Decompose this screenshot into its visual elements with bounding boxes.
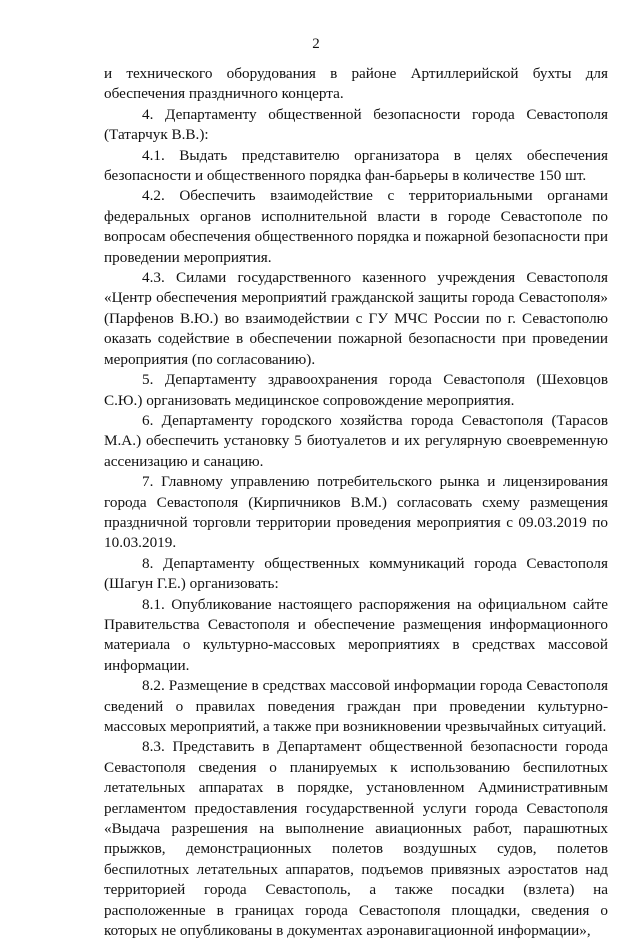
document-body	[104, 64, 608, 941]
paragraph-continuation: и технического оборудования в районе Артиллерийской бухты для обеспечения праздничного концерта.	[104, 65, 608, 103]
paragraph-item-4-2: 4.2. Обеспечить взаимодействие с территориальными органами федеральных органов исполнительной власти в городе Севастополе по вопросам обеспечения общественного порядка и пожарной безопасности при проведении мероприятия.	[104, 187, 608, 266]
paragraph-item-4-1: 4.1. Выдать представителю организатора в целях обеспечения безопасности и общественного порядка фан-барьеры в количестве 150 шт.	[104, 146, 608, 185]
paragraph-item-4: 4. Департаменту общественной безопасности города Севастополя (Татарчук В.В.):	[104, 105, 608, 144]
paragraph-item-4-3: 4.3. Силами государственного казенного учреждения Севастополя «Центр обеспечения мероприятий гражданской защиты города Севастополя» (Парфенов В.Ю.) во взаимодействии с ГУ МЧС России по г. Севастополю оказать содействие в обеспечении пожарной безопасности при проведении мероприятия (по согласованию).	[104, 269, 608, 368]
paragraph-item-6: 6. Департаменту городского хозяйства города Севастополя (Тарасов М.А.) обеспечить установку 5 биотуалетов и их регулярную своевременную ассенизацию и санацию.	[104, 411, 608, 470]
paragraph-item-8-1: 8.1. Опубликование настоящего распоряжения на официальном сайте Правительства Севастополя и обеспечение размещения информационного материала о культурно-массовых мероприятиях в средствах массовой информации.	[104, 595, 608, 674]
paragraph-item-8-3: 8.3. Представить в Департамент общественной безопасности города Севастополя сведения о планируемых к использованию беспилотных летательных аппаратах в порядке, установленном Административным регламентом предоставления государственной услуги города Севастополя «Выдача разрешения на выполнение авиационных работ, парашютных прыжков, демонстрационных полетов воздушных судов, полетов беспилотных летательных аппаратов, подъемов привязных аэростатов над территорией города Севастополь, а также посадки (взлета) на расположенные в границах города Севастополя площадки, сведения о которых не опубликованы в документах аэронавигационной информации»,	[104, 738, 608, 940]
page-number: 2	[312, 36, 320, 52]
paragraph-item-5: 5. Департаменту здравоохранения города Севастополя (Шеховцов С.Ю.) организовать медицинское сопровождение мероприятия.	[104, 371, 608, 409]
paragraph-item-8-2: 8.2. Размещение в средствах массовой информации города Севастополя сведений о правилах поведения граждан при проведении культурно-массовых мероприятий, а также при возникновении чрезвычайных ситуаций.	[104, 677, 608, 735]
paragraph-item-8: 8. Департаменту общественных коммуникаций города Севастополя (Шагун Г.Е.) организовать:	[104, 554, 608, 593]
paragraph-item-7: 7. Главному управлению потребительского рынка и лицензирования города Севастополя (Кирпичников В.М.) согласовать схему размещения праздничной торговли территории проведения мероприятия с 09.03.2019 по 10.03.2019.	[104, 473, 608, 552]
